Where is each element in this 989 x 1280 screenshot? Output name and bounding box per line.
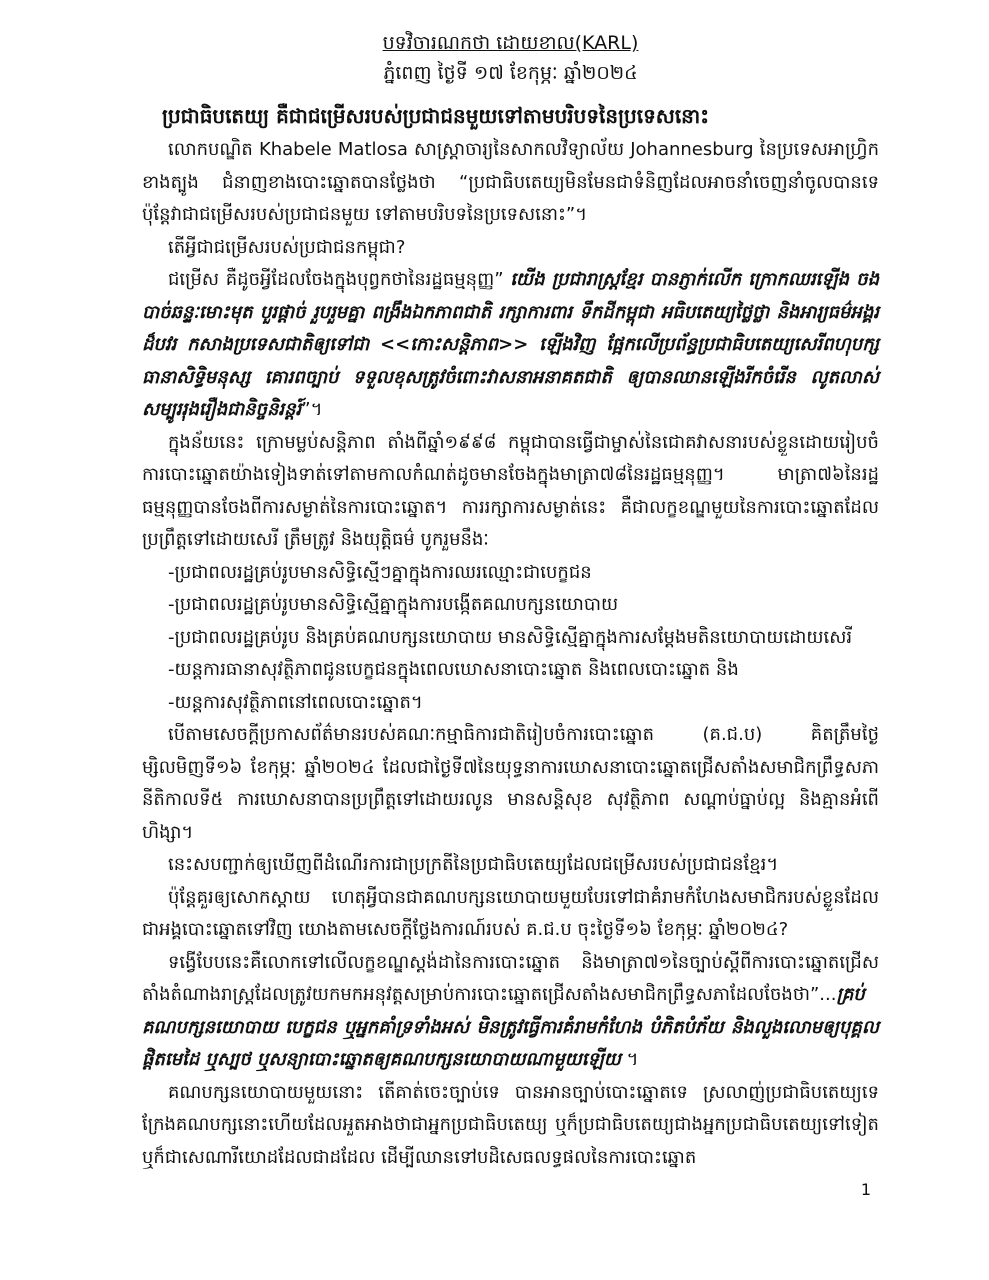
list-item: -ប្រជាពលរដ្ឋគ្រប់រូបមានសិទ្ធិស្មើៗគ្នាក្នុងការឈរឈ្មោះជាបេក្ខជន [168, 561, 592, 583]
list-item: -យន្តការធានាសុវត្ថិភាពជូនបេក្ខជនក្នុងពេលឃោសនាបោះឆ្នោត និងពេលបោះឆ្នោត និង [168, 659, 739, 680]
paragraph-8 [142, 947, 879, 1077]
election-law-quote: គ្រប់គណបក្សនយោបាយ បេក្ខជន ឬអ្នកគាំទ្រទាំងអស់ មិនត្រូវធ្វើការគំរាមកំហែង បំភិតបំភ័យ និងលួងលោមឲ្យបុគ្គលផ្តិតមេដៃ ឬស្បថ ឬសន្យាបោះឆ្នោតឲ្យគណបក្សនយោបាយណាមួយឡើយ [142, 984, 879, 1070]
list-item: -យន្តការសុវត្ថិភាពនៅពេលបោះឆ្នោត។ [168, 691, 423, 713]
paragraph-8-tail: ។ [620, 1049, 639, 1070]
document-title: បទវិចារណកថា ដោយខាល(KARL) [382, 32, 639, 54]
document-date: ភ្នំពេញ ថ្ងៃទី ១៧ ខែកុម្ភៈ ឆ្នាំ២០២៤ [383, 62, 638, 84]
article-heading: ប្រជាធិបតេយ្យ គឺជាជម្រើសរបស់ប្រជាជនមួយទៅតាមបរិបទនៃប្រទេសនោះ [162, 104, 710, 128]
paragraph-3-tail: ”។ [301, 399, 323, 420]
paragraph-4: ក្នុងន័យនេះ ក្រោមម្លប់សន្តិភាព តាំងពីឆ្នាំ១៩៩៨ កម្ពុជាបានធ្វើជាម្ចាស់នៃជោគវាសនារបស់ខ្លួនដោយរៀបចំការបោះឆ្នោតយ៉ាងទៀងទាត់ទៅតាមកាលកំណត់ដូចមានចែងក្នុងមាត្រា៧៨នៃរដ្ឋធម្មនុញ្ញ។ មាត្រា៧៦នៃរដ្ឋធម្មនុញ្ញបានចែងពីការសម្ងាត់នៃការបោះឆ្នោត។ ការរក្សាការសម្ងាត់នេះ គឺជាលក្ខខណ្ឌមួយនៃការបោះឆ្នោតដែលប្រព្រឹត្តទៅដោយសេរី ត្រឹមត្រូវ និងយុត្តិធម៌ បូករួមនឹងៈ [142, 431, 879, 550]
paragraph-9: គណបក្សនយោបាយមួយនោះ តើគាត់ចេះច្បាប់ទេ បានអានច្បាប់បោះឆ្នោតទេ ស្រលាញ់ប្រជាធិបតេយ្យទេ ក្រែងគណបក្សនោះហើយដែលអួតអាងថាជាអ្នកប្រជាធិបតេយ្យ ឬក៏ប្រជាធិបតេយ្យជាងអ្នកប្រជាធិបតេយ្យទៅទៀត ឬក៏ជាសេណារីយោដដែលជាដដែល ដើម្បីឈានទៅបដិសេធលទ្ធផលនៃការបោះឆ្នោត [142, 1081, 879, 1168]
paragraph-5: បើតាមសេចក្តីប្រកាសព័ត៌មានរបស់គណៈកម្មាធិការជាតិរៀបចំការបោះឆ្នោត (គ.ជ.ប) គិតត្រឹមថ្ងៃម្សិលមិញទី១៦ ខែកុម្ភៈ ឆ្នាំ២០២៤ ដែលជាថ្ងៃទី៧នៃយុទ្ធនាការឃោសនាបោះឆ្នោតជ្រើសតាំងសមាជិកព្រឹទ្ធសភានីតិកាលទី៥ ការឃោសនាបានប្រព្រឹត្តទៅដោយរលូន មានសន្តិសុខ សុវត្ថិភាព សណ្តាប់ធ្នាប់ល្អ និងគ្មានអំពើហិង្សា។ [142, 724, 879, 843]
paragraph-7: ប៉ុន្តែគួរឲ្យសោកស្តាយ ហេតុអ្វីបានជាគណបក្សនយោបាយមួយបែរទៅជាគំរាមកំហែងសមាជិករបស់ខ្លួនដែលជាអង្គបោះឆ្នោតទៅវិញ យោងតាមសេចក្តីថ្លែងការណ៍របស់ គ.ជ.ប ចុះថ្ងៃទី១៦ ខែកុម្ភៈ ឆ្នាំ២០២៤? [142, 886, 879, 940]
list-item: -ប្រជាពលរដ្ឋគ្រប់រូប និងគ្រប់គណបក្សនយោបាយ មានសិទ្ធិស្មើគ្នាក្នុងការសម្តែងមតិនយោបាយដោយសេរី [168, 626, 853, 648]
paragraph-3 [142, 264, 879, 427]
paragraph-2: តើអ្វីជាជម្រើសរបស់ប្រជាជនកម្ពុជា? [168, 236, 406, 258]
paragraph-1: លោកបណ្ឌិត Khabele Matlosa សាស្ត្រាចារ្យនៃសាកលវិទ្យាល័យ Johannesburg នៃប្រទេសអាហ្វ្រិកខាងត្បូង ជំនាញខាងបោះឆ្នោតបានថ្លែងថា “ប្រជាធិបតេយ្យមិនមែនជាទំនិញដែលអាចនាំចេញនាំចូលបានទេ ប៉ុន្តែវាជាជម្រើសរបស់ប្រជាជនមួយ ទៅតាមបរិបទនៃប្រទេសនោះ”។ [142, 139, 879, 225]
page-number: 1 [860, 1180, 871, 1199]
paragraph-6: នេះសបញ្ជាក់ឲ្យឃើញពីដំណើរការជាប្រក្រតីនៃប្រជាធិបតេយ្យដែលជម្រើសរបស់ប្រជាជនខ្មែរ។ [168, 854, 779, 875]
paragraph-8-plain: ទង្វើបែបនេះគឺលោកទៅលើលក្ខខណ្ឌស្តង់ដានៃការបោះឆ្នោត និងមាត្រា៧១នៃច្បាប់ស្តីពីការបោះឆ្នោតជ្រើសតាំងតំណាងរាស្ត្រដែលត្រូវយកមកអនុវត្តសម្រាប់ការបោះឆ្នោតជ្រើសតាំងសមាជិកព្រឹទ្ធសភាដែលចែងថា”... [142, 951, 879, 1005]
paragraph-3-plain: ជម្រើស គឺដូចអ្វីដែលចែងក្នុងបុព្វកថានៃរដ្ឋធម្មនុញ្ញ” [168, 269, 511, 290]
list-item: -ប្រជាពលរដ្ឋគ្រប់រូបមានសិទ្ធិស្មើគ្នាក្នុងការបង្កើតគណបក្សនយោបាយ [168, 594, 619, 615]
constitution-preamble-quote: យើង ប្រជារាស្ត្រខ្មែរ បានភ្ញាក់លើក ក្រោកឈរឡើង ចងបាច់ឆន្ទៈមោះមុត បួរផ្ដាច់ រួបរួមគ្នា ពង្រឹងឯកភាពជាតិ រក្សាការពារ ទឹកដីកម្ពុជា អធិបតេយ្យថ្លៃថ្លា និងអារ្យធម៌អង្គរដ៏បវរ កសាងប្រទេសជាតិឲ្យទៅជា <<កោះសន្តិភាព>> ឡើងវិញ ផ្អែកលើប្រព័ន្ធប្រជាធិបតេយ្យសេរីពហុបក្ស ធានាសិទ្ធិមនុស្ស គោរពច្បាប់ ទទួលខុសត្រូវចំពោះវាសនាអនាគតជាតិ ឲ្យបានឈានឡើងរីកចំរើន លូតលាស់ សម្បូររុងរឿងជានិច្ចនិរន្តរ៍ [142, 269, 879, 420]
